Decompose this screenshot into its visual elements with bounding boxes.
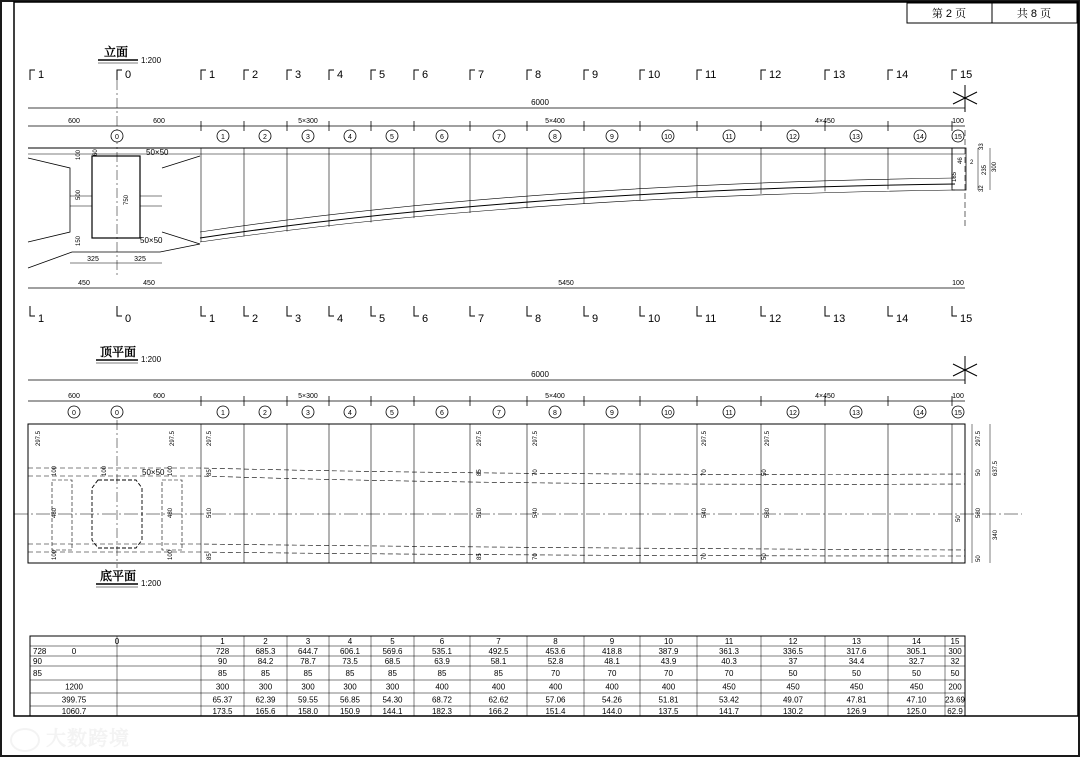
elev-dim-600a: 600 xyxy=(68,118,80,125)
table-cell: 70 xyxy=(607,669,617,678)
plan-dim-510-a: 510 xyxy=(207,507,213,518)
table-cell: 85 xyxy=(345,669,355,678)
table-cell: 400 xyxy=(661,682,676,692)
plan-node-bubble-label: 13 xyxy=(852,410,860,417)
plan-node-bubble-label: 7 xyxy=(497,410,501,417)
plan-dim-2975-a: 297.5 xyxy=(36,430,42,446)
table-cell: 85 xyxy=(388,669,397,678)
section-cut-top-label: 14 xyxy=(896,69,909,81)
table-cell: 492.5 xyxy=(488,647,509,656)
elev-dim-450a: 450 xyxy=(78,280,90,287)
plan-node-bubble-label: 14 xyxy=(916,410,924,417)
section-cut-bottom-label: 15 xyxy=(960,313,973,325)
plan-node-bubble-label: 4 xyxy=(348,410,352,417)
table-cell: 300 xyxy=(258,682,273,692)
watermark xyxy=(10,722,130,752)
table-header-cell: 15 xyxy=(950,637,960,646)
plan-node-bubble-label: 3 xyxy=(306,410,310,417)
table-cell: 300 xyxy=(301,682,315,692)
table-cell: 40.3 xyxy=(721,657,737,666)
plan-node-bubble-label: 5 xyxy=(390,410,394,417)
table-cell: 50 xyxy=(852,669,861,678)
table-cell: 173.5 xyxy=(212,707,233,716)
table-header-cell: 11 xyxy=(724,637,734,646)
section-cut-top-label: 11 xyxy=(705,69,717,81)
table-cell: 59.55 xyxy=(297,695,319,705)
elev-dim-seg3: 4×450 xyxy=(815,118,835,125)
plan-dim-2975-h: 297.5 xyxy=(976,430,982,446)
plan-dim-2975-f: 297.5 xyxy=(702,430,708,446)
elev-dim-325b: 325 xyxy=(134,256,146,263)
table-cell: 150.9 xyxy=(339,707,361,716)
table-cell: 535.1 xyxy=(431,647,453,656)
table-cell: 34.4 xyxy=(848,657,865,666)
section-cut-top-label: 5 xyxy=(379,69,386,81)
plan-dim-600a: 600 xyxy=(68,393,80,400)
plan-dim-seg1: 5×300 xyxy=(298,393,318,400)
section-cut-bottom-label: 12 xyxy=(769,313,782,325)
plan-node-bubble-label: 8 xyxy=(553,410,557,417)
plan-dim-100-e: 100 xyxy=(168,549,174,560)
elev-dim-r33: 33 xyxy=(979,143,985,150)
plan-dim-540-a: 540 xyxy=(533,507,539,518)
plan-dim-70-c: 70 xyxy=(702,469,708,476)
table-cell: 450 xyxy=(849,682,864,692)
table-cell: 300 xyxy=(948,647,962,656)
table-cell: 52.8 xyxy=(547,657,564,666)
bottom-plan-title: 底平面 xyxy=(100,569,137,583)
plan-dim-2975-d: 297.5 xyxy=(477,430,483,446)
plan-fillet-label: 50×50 xyxy=(142,468,165,477)
elev-dim-v750: 750 xyxy=(124,194,130,205)
plan-node-bubble-label: 12 xyxy=(789,410,797,417)
table-cell: 418.8 xyxy=(601,647,623,656)
plan-dim-70-a: 70 xyxy=(533,469,539,476)
table-cell: 400 xyxy=(491,682,506,692)
node-bubble-label: 12 xyxy=(789,134,797,141)
section-cut-top-label: 10 xyxy=(648,69,661,81)
table-cell: 85 xyxy=(261,669,270,678)
table-cell: 47.10 xyxy=(906,695,927,705)
elev-dim-v150: 150 xyxy=(76,235,82,246)
table-cell: 450 xyxy=(722,682,736,692)
section-cut-bottom-label: 9 xyxy=(592,313,599,325)
table-cell: 68.5 xyxy=(384,657,401,666)
table-cell: 137.5 xyxy=(658,707,679,716)
plan-dim-2975-e: 297.5 xyxy=(533,430,539,446)
section-cut-bottom-label: 1 xyxy=(209,313,216,325)
plan-dim-580-a: 580 xyxy=(765,507,771,518)
table-cell: 78.7 xyxy=(300,657,316,666)
elev-dim-r185: 185 xyxy=(952,171,958,182)
elevation-title: 立面 xyxy=(104,45,129,59)
table-cell: 0 xyxy=(71,647,77,656)
table-cell: 453.6 xyxy=(545,647,566,656)
table-cell: 300 xyxy=(385,682,400,692)
table-header-cell: 4 xyxy=(347,637,353,646)
section-cut-bottom-label: 11 xyxy=(705,313,717,325)
table-cell: 144.0 xyxy=(601,707,623,716)
table-cell: 32 xyxy=(950,657,960,666)
total-pages-label: 共 8 页 xyxy=(1016,8,1052,20)
plan-dim-50-c: 50 xyxy=(976,469,982,476)
section-cut-bottom-label: 0 xyxy=(125,313,132,325)
elev-dim-325a: 325 xyxy=(87,256,99,263)
section-cut-bottom-label: 14 xyxy=(896,313,909,325)
table-cell: 47.81 xyxy=(846,695,867,705)
table-cell: 90 xyxy=(218,657,227,666)
elev-dim-450b: 450 xyxy=(143,280,155,287)
section-cut-top-label: 3 xyxy=(295,69,302,81)
node-bubble-label: 4 xyxy=(348,134,352,141)
plan-dim-6375: 637.5 xyxy=(993,460,999,476)
table-header-cell: 9 xyxy=(609,637,615,646)
section-cut-bottom-label: 2 xyxy=(252,313,259,325)
table-cell: 300 xyxy=(215,682,230,692)
section-cut-bottom-label: 1 xyxy=(38,313,45,325)
plan-node-bubble-label: 6 xyxy=(440,410,444,417)
table-cell: 53.42 xyxy=(718,695,740,705)
table-cell: 85 xyxy=(218,669,227,678)
elev-dim-5450: 5450 xyxy=(558,280,574,287)
table-cell: 685.3 xyxy=(255,647,276,656)
plan-dim-480-b: 480 xyxy=(168,507,174,518)
table-cell: 130.2 xyxy=(782,707,804,716)
table-cell: 57.06 xyxy=(545,695,566,705)
page-label: 第 2 页 xyxy=(931,8,967,20)
plan-dim-50-e: 50 xyxy=(956,515,962,522)
node-bubble-label: 15 xyxy=(954,134,962,141)
node-bubble-label: 14 xyxy=(916,134,924,141)
table-header-cell: 14 xyxy=(912,637,921,646)
table-cell: 141.7 xyxy=(718,707,740,716)
section-cut-top-label: 13 xyxy=(833,69,846,81)
plan-dim-50-a: 50 xyxy=(762,469,768,476)
table-cell: 23.69 xyxy=(944,695,966,705)
table-cell: 54.30 xyxy=(382,695,403,705)
plan-dim-580-b: 580 xyxy=(976,507,982,518)
elev-dim-r235: 235 xyxy=(982,164,988,175)
section-cut-top-label: 2 xyxy=(252,69,259,81)
table-cell: 50 xyxy=(950,669,960,678)
table-header-cell: 8 xyxy=(553,637,558,646)
section-cut-top-label: 8 xyxy=(535,69,542,81)
table-cell: 37 xyxy=(788,657,798,666)
plan-dim-100-c: 100 xyxy=(102,465,108,476)
section-cut-top-label: 6 xyxy=(422,69,429,81)
plan-total-dim: 6000 xyxy=(531,370,549,379)
table-cell: 165.6 xyxy=(255,707,276,716)
table-cell: 51.81 xyxy=(658,695,679,705)
elev-dim-r46: 46 xyxy=(958,157,964,164)
table-cell: 62.39 xyxy=(255,695,276,705)
table-cell: 63.9 xyxy=(434,657,450,666)
table-cell: 400 xyxy=(435,682,449,692)
plan-dim-85-d: 85 xyxy=(477,553,483,560)
section-cut-bottom-label: 4 xyxy=(337,313,344,325)
plan-node-bubble-label: 15 xyxy=(954,410,962,417)
table-cell: 70 xyxy=(664,669,673,678)
table-cell: 85 xyxy=(33,669,42,678)
section-cut-top-label: 12 xyxy=(769,69,782,81)
plan-dim-2975-g: 297.5 xyxy=(765,430,771,446)
plan-node-bubble-left-label: 0 xyxy=(72,410,76,417)
table-cell: 73.5 xyxy=(342,657,358,666)
table-cell: 399.75 xyxy=(61,695,87,705)
plan-dim-100-d: 100 xyxy=(168,465,174,476)
plan-dim-85-a: 85 xyxy=(207,469,213,476)
table-cell: 1200 xyxy=(65,682,83,692)
table-cell: 50 xyxy=(788,669,798,678)
table-header-cell: 6 xyxy=(439,637,445,646)
table-header-cell: 12 xyxy=(788,637,798,646)
table-cell: 62.9 xyxy=(947,707,963,716)
table-header-cell: 13 xyxy=(852,637,861,646)
table-header-cell: 3 xyxy=(305,637,311,646)
table-cell: 32.7 xyxy=(908,657,925,666)
table-cell: 49.07 xyxy=(782,695,804,705)
plan-dim-50-d: 50 xyxy=(976,555,982,562)
plan-dim-100-b: 100 xyxy=(52,549,58,560)
table-cell: 400 xyxy=(605,682,619,692)
plan-dim-85-b: 85 xyxy=(207,553,213,560)
plan-dim-end: 100 xyxy=(952,393,964,400)
table-cell: 300 xyxy=(343,682,357,692)
table-cell: 70 xyxy=(551,669,560,678)
table-cell: 317.6 xyxy=(846,647,867,656)
table-cell: 166.2 xyxy=(488,707,509,716)
elev-dim-end: 100 xyxy=(952,118,964,125)
plan-node-bubble-label: 2 xyxy=(263,410,267,417)
table-cell: 126.9 xyxy=(846,707,867,716)
section-cut-top-label: 1 xyxy=(38,69,45,81)
elev-dim-r300: 300 xyxy=(992,161,998,172)
table-header-cell: 1 xyxy=(220,637,225,646)
elev-dim-v500: 500 xyxy=(76,189,82,200)
table-cell: 56.85 xyxy=(339,695,361,705)
table-cell: 1060.7 xyxy=(61,707,87,716)
plan-dim-340: 340 xyxy=(993,529,999,540)
elev-dim-v100: 100 xyxy=(76,149,82,160)
node-bubble-label: 1 xyxy=(221,134,225,141)
elev-dim-r32: 32 xyxy=(979,185,985,192)
table-header-cell: 10 xyxy=(664,637,673,646)
plan-dim-85-c: 85 xyxy=(477,469,483,476)
section-cut-bottom-label: 7 xyxy=(478,313,485,325)
table-header-cell: 0 xyxy=(114,637,120,646)
watermark-text: 大数跨境 xyxy=(46,726,130,750)
bottom-plan-scale: 1:200 xyxy=(141,579,162,588)
table-cell: 62.62 xyxy=(488,695,509,705)
section-cut-top-label: 15 xyxy=(960,69,973,81)
table-cell: 54.26 xyxy=(601,695,623,705)
table-cell: 450 xyxy=(909,682,924,692)
top-plan-scale: 1:200 xyxy=(141,355,162,364)
plan-node-bubble-label: 1 xyxy=(221,410,225,417)
elev-dim-r2: 2 xyxy=(970,160,974,166)
table-cell: 151.4 xyxy=(545,707,566,716)
elev-dim-lower-end: 100 xyxy=(952,280,964,287)
section-cut-top-label: 1 xyxy=(209,69,216,81)
table-header-cell: 2 xyxy=(263,637,268,646)
table-header-cell: 5 xyxy=(390,637,395,646)
plan-dim-70-b: 70 xyxy=(533,553,539,560)
section-cut-bottom-label: 13 xyxy=(833,313,846,325)
section-cut-bottom-label: 10 xyxy=(648,313,661,325)
table-cell: 85 xyxy=(437,669,447,678)
plan-dim-540-b: 540 xyxy=(702,507,708,518)
node-bubble-label: 7 xyxy=(497,134,501,141)
table-cell: 387.9 xyxy=(658,647,679,656)
table-cell: 728 xyxy=(215,647,230,656)
node-bubble-label: 8 xyxy=(553,134,557,141)
plan-node-bubble-label: 0 xyxy=(115,410,119,417)
table-cell: 361.3 xyxy=(718,647,740,656)
node-bubble-label: 11 xyxy=(725,134,733,141)
section-cut-bottom-label: 6 xyxy=(422,313,429,325)
table-cell: 65.37 xyxy=(212,695,233,705)
fillet-top-label: 50×50 xyxy=(146,148,169,157)
table-cell: 728 xyxy=(33,647,47,656)
section-cut-bottom-label: 5 xyxy=(379,313,386,325)
elev-dim-seg1: 5×300 xyxy=(298,118,318,125)
elev-dim-v60: 60 xyxy=(93,149,99,156)
plan-dim-seg3: 4×450 xyxy=(815,393,835,400)
node-bubble-label: 9 xyxy=(610,134,614,141)
table-cell: 144.1 xyxy=(382,707,403,716)
table-cell: 125.0 xyxy=(906,707,927,716)
section-cut-bottom-label: 8 xyxy=(535,313,542,325)
table-cell: 569.6 xyxy=(382,647,403,656)
node-bubble-label: 0 xyxy=(115,134,119,141)
section-cut-bottom-label: 3 xyxy=(295,313,302,325)
table-cell: 450 xyxy=(786,682,800,692)
table-cell: 90 xyxy=(33,657,42,666)
table-cell: 85 xyxy=(303,669,313,678)
plan-node-bubble-label: 11 xyxy=(725,410,733,417)
plan-dim-2975-b: 297.5 xyxy=(170,430,176,446)
table-cell: 48.1 xyxy=(604,657,620,666)
table-cell: 305.1 xyxy=(906,647,927,656)
section-cut-top-label: 7 xyxy=(478,69,485,81)
elev-dim-seg2: 5×400 xyxy=(545,118,565,125)
table-cell: 70 xyxy=(724,669,734,678)
plan-dim-2975-c: 297.5 xyxy=(207,430,213,446)
table-cell: 182.3 xyxy=(431,707,453,716)
watermark-logo-icon xyxy=(10,728,40,752)
plan-dim-480-a: 480 xyxy=(52,507,58,518)
section-cut-top-label: 9 xyxy=(592,69,599,81)
plan-dim-600b: 600 xyxy=(153,393,165,400)
node-bubble-label: 5 xyxy=(390,134,394,141)
table-cell: 644.7 xyxy=(297,647,319,656)
plan-dim-70-d: 70 xyxy=(702,553,708,560)
node-bubble-label: 2 xyxy=(263,134,267,141)
table-cell: 400 xyxy=(548,682,563,692)
section-cut-top-label: 4 xyxy=(337,69,344,81)
table-cell: 336.5 xyxy=(782,647,804,656)
plan-dim-seg2: 5×400 xyxy=(545,393,565,400)
table-cell: 50 xyxy=(912,669,921,678)
elev-dim-600b: 600 xyxy=(153,118,165,125)
plan-node-bubble-label: 9 xyxy=(610,410,614,417)
node-bubble-label: 13 xyxy=(852,134,860,141)
table-cell: 85 xyxy=(494,669,503,678)
top-plan-title: 顶平面 xyxy=(100,345,137,359)
plan-dim-50-b: 50 xyxy=(762,553,768,560)
table-cell: 58.1 xyxy=(490,657,507,666)
node-bubble-label: 6 xyxy=(440,134,444,141)
plan-node-bubble-label: 10 xyxy=(664,410,672,417)
elev-total-dim: 6000 xyxy=(531,98,549,107)
table-cell: 68.72 xyxy=(431,695,453,705)
table-cell: 200 xyxy=(948,682,962,692)
plan-dim-100-a: 100 xyxy=(52,465,58,476)
table-header-cell: 7 xyxy=(496,637,501,646)
table-cell: 84.2 xyxy=(257,657,274,666)
table-cell: 606.1 xyxy=(339,647,361,656)
fillet-bottom-label: 50×50 xyxy=(140,236,163,245)
section-cut-top-label: 0 xyxy=(125,69,132,81)
elevation-scale: 1:200 xyxy=(141,56,162,65)
plan-dim-510-b: 510 xyxy=(477,507,483,518)
node-bubble-label: 10 xyxy=(664,134,672,141)
node-bubble-label: 3 xyxy=(306,134,310,141)
table-cell: 158.0 xyxy=(297,707,319,716)
table-cell: 43.9 xyxy=(660,657,677,666)
